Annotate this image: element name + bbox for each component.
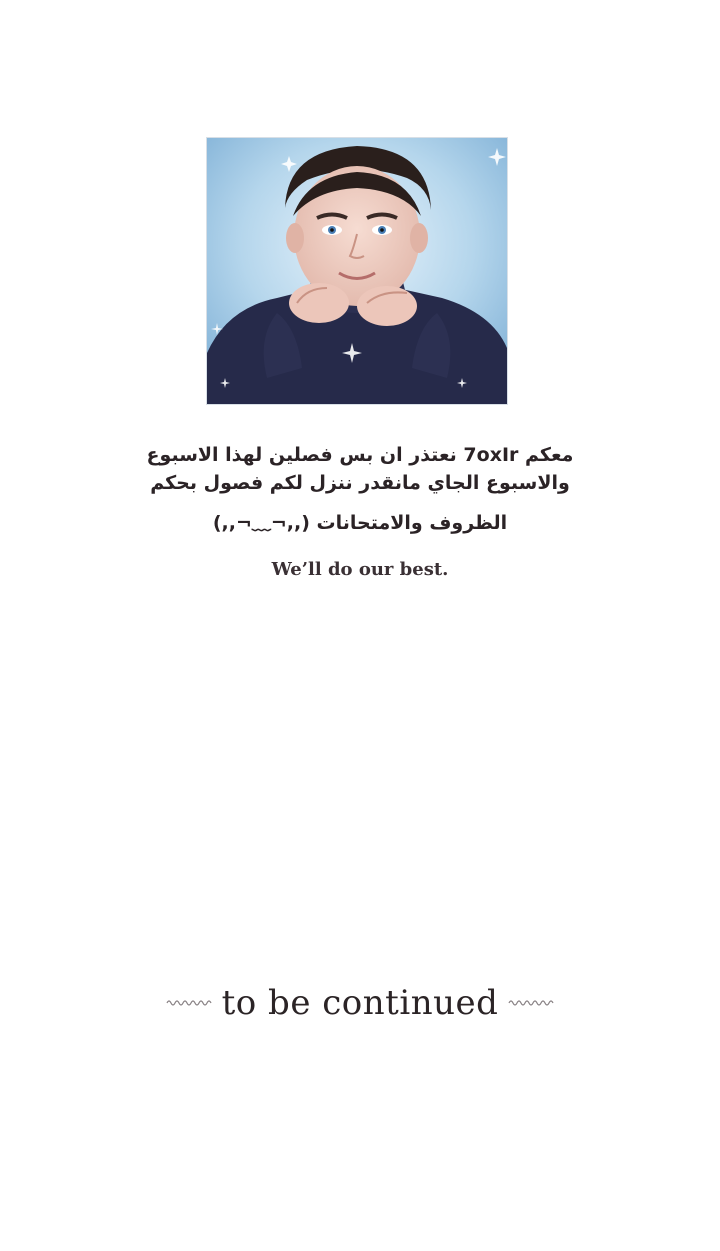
apology-message-line-2: والاسبوع الجاي مانقدر ننزل لكم فصول بحكم — [150, 472, 570, 494]
apology-message-line-1: معكم 7oxIr نعتذر ان بس فصلين لهذا الاسبوع — [146, 444, 574, 466]
apology-message-line-3: الظروف والامتحانات (,,¬﹏¬,,) — [212, 512, 508, 534]
to-be-continued-text: to be continued — [221, 983, 499, 1023]
right-squiggle-ornament — [508, 998, 554, 1008]
portrait-photo — [207, 138, 507, 404]
left-squiggle-ornament — [166, 998, 212, 1008]
to-be-continued-banner — [0, 978, 720, 1028]
english-note: We’ll do our best. — [271, 559, 449, 580]
